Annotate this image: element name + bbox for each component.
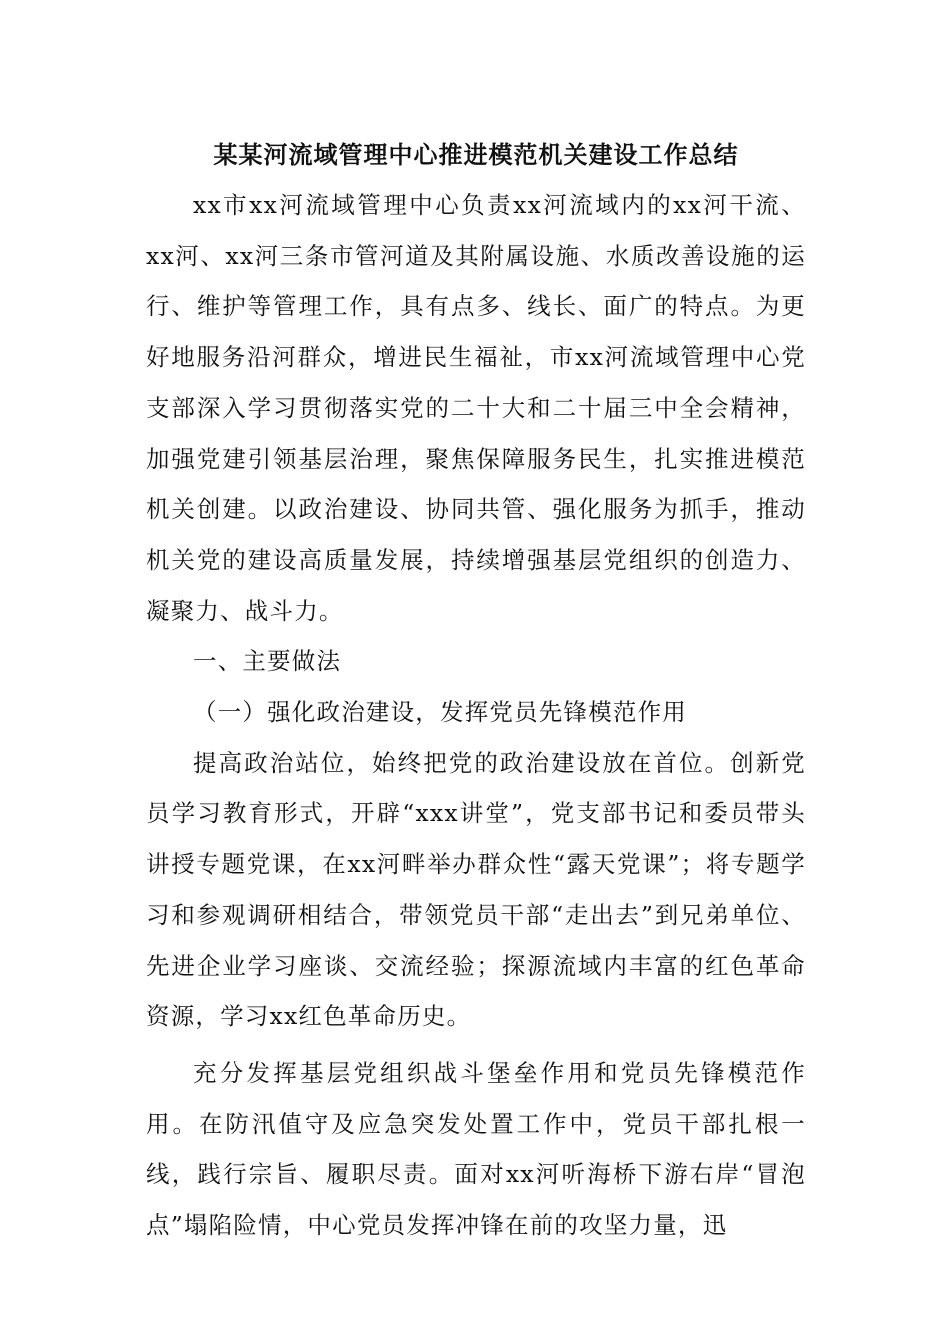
section-heading-main-practices: 一、主要做法 xyxy=(193,647,342,676)
document-title: 某某河流域管理中心推进模范机关建设工作总结 xyxy=(213,140,739,169)
intro-paragraph: xx市xx河流域管理中心负责xx河流域内的xx河干流、xx河、xx河三条市管河道及其附属设施、水质改善设施的运行、维护等管理工作，具有点多、线长、面广的特点。为更好地服务沿河群众，增进民生福祉，市xx河流域管理中心党支部深入学习贯彻落实党的二十大和二十届三中全会精神，加强党建引领基层治理，聚焦保障服务民生，扎实推进模范机关创建。以政治建设、协同共管、强化服务为抓手，推动机关党的建设高质量发展，持续增强基层党组织的创造力、凝聚力、战斗力。 xyxy=(146,191,806,625)
body-paragraph-2: 充分发挥基层党组织战斗堡垒作用和党员先锋模范作用。在防汛值守及应急突发处置工作中，党员干部扎根一线，践行宗旨、履职尽责。面对xx河听海桥下游右岸“冒泡点”塌陷险情，中心党员发挥冲锋在前的攻坚力量，迅 xyxy=(146,1058,806,1240)
body-paragraph-1: 提高政治站位，始终把党的政治建设放在首位。创新党员学习教育形式，开辟“xxx讲堂”，党支部书记和委员带头讲授专题党课，在xx河畔举办群众性“露天党课”；将专题学习和参观调研相结合，带领党员干部“走出去”到兄弟单位、先进企业学习座谈、交流经验；探源流域内丰富的红色革命资源，学习xx红色革命历史。 xyxy=(146,748,806,1031)
document-page xyxy=(146,130,806,1251)
subsection-heading-political-building: （一）强化政治建设，发挥党员先锋模范作用 xyxy=(193,698,687,727)
